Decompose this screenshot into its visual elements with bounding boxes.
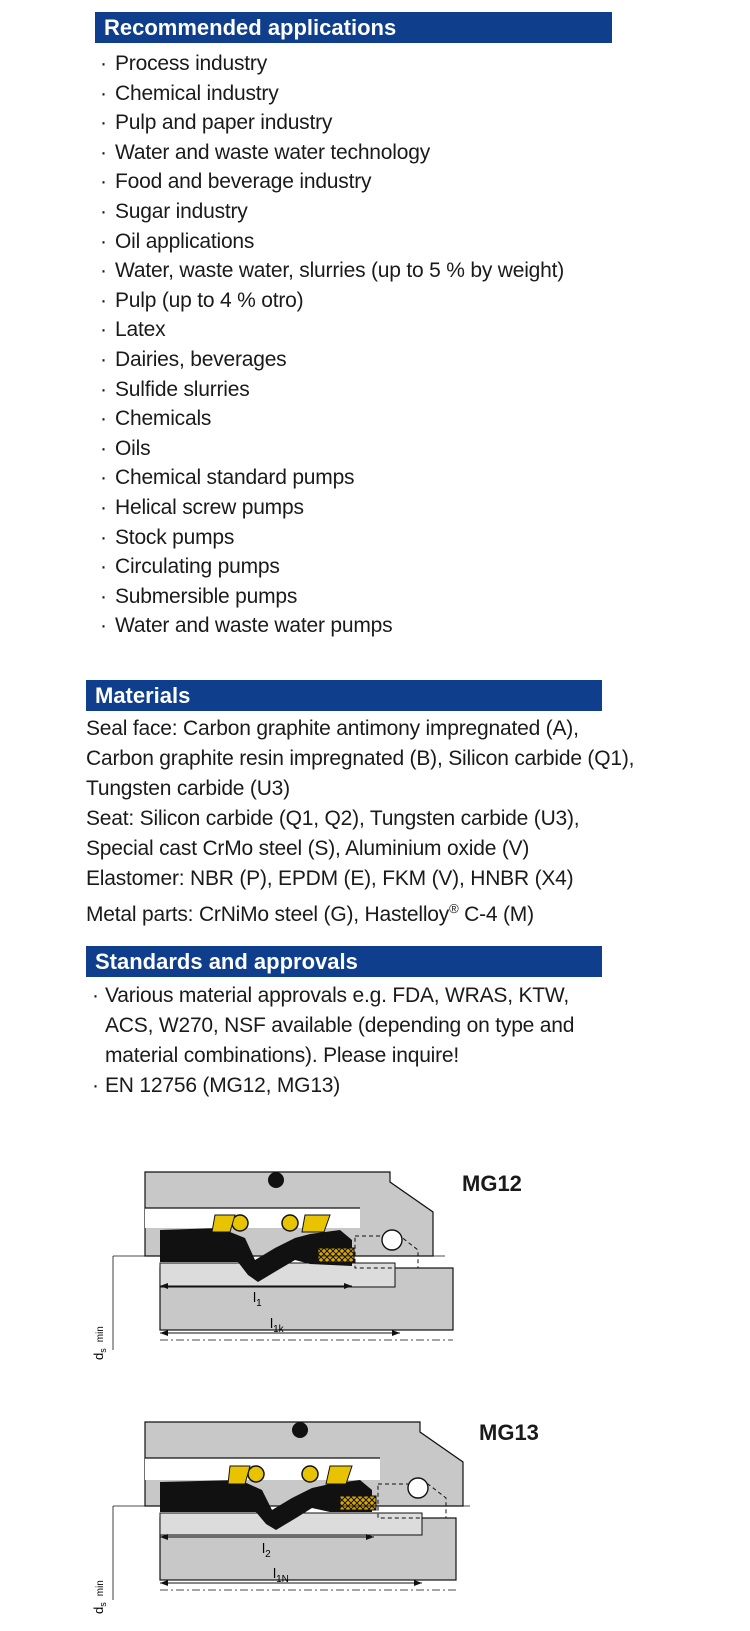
- list-item: · Water and waste water technology: [100, 140, 430, 164]
- list-item: · Latex: [100, 318, 166, 342]
- list-item: · Water, waste water, slurries (up to 5 % by weight): [100, 259, 565, 283]
- list-item: · Submersible pumps: [100, 584, 298, 608]
- list-item: · EN 12756 (MG12, MG13): [92, 1074, 341, 1097]
- mg13-drawing: [91, 1422, 470, 1614]
- list-item: · Water and waste water pumps: [100, 614, 393, 638]
- mg13-dim-l2: $l_2$: [262, 1540, 271, 1560]
- list-item: · Pulp (up to 4 % otro): [100, 288, 304, 312]
- mg12-drawing: [91, 1172, 453, 1360]
- list-item: · Food and beverage industry: [100, 170, 372, 194]
- registered-mark: ®: [449, 901, 459, 916]
- list-item: · Process industry: [100, 52, 268, 75]
- materials-header: Materials: [86, 680, 602, 711]
- materials-line: Carbon graphite resin impregnated (B), Silicon carbide (Q1),: [86, 747, 635, 770]
- list-item: · Sulfide slurries: [100, 377, 250, 401]
- list-item: · Various material approvals e.g. FDA, WRAS, KTW, ACS, W270, NSF available (depending on type and material combinations). Please inquire!: [92, 984, 575, 1067]
- recommended-applications-header: Recommended applications: [95, 12, 612, 43]
- mg13-spring: [248, 1466, 264, 1482]
- list-item: · Chemical industry: [100, 81, 279, 105]
- list-item: · Circulating pumps: [100, 555, 280, 579]
- list-item: · Chemical standard pumps: [100, 466, 355, 490]
- mg13-spring: [302, 1466, 318, 1482]
- mg13-label: MG13: [479, 1420, 539, 1445]
- mg12-spring: [282, 1215, 298, 1231]
- list-item: · Oils: [100, 436, 151, 460]
- list-item: · Oil applications: [100, 229, 255, 253]
- list-item: · Dairies, beverages: [100, 347, 287, 371]
- list-item: · Sugar industry: [100, 199, 248, 223]
- mg12-oring: [382, 1230, 402, 1250]
- mg13-dim-l1n: $l_{1N}$: [273, 1565, 289, 1585]
- materials-line: Metal parts: CrNiMo steel (G), Hastelloy® C-4 (M): [86, 901, 534, 926]
- list-item: · Chemicals: [100, 407, 212, 431]
- mg13-oring-top: [292, 1422, 308, 1438]
- mg12-shaft-dia: $d_s^{min}$: [91, 1326, 108, 1360]
- standards-header: Standards and approvals: [86, 946, 602, 977]
- materials-line: Elastomer: NBR (P), EPDM (E), FKM (V), HNBR (X4): [86, 867, 574, 890]
- materials-line: Seat: Silicon carbide (Q1, Q2), Tungsten carbide (U3),: [86, 807, 580, 830]
- materials-line: Seal face: Carbon graphite antimony impregnated (A),: [86, 717, 579, 740]
- mg13-shaft-dia: $d_s^{min}$: [91, 1580, 108, 1614]
- mg12-dim-l1: $l_1$: [253, 1289, 262, 1309]
- materials-line: Special cast CrMo steel (S), Aluminium oxide (V): [86, 837, 530, 860]
- mg12-seal-face: [318, 1248, 354, 1262]
- list-item: · Stock pumps: [100, 525, 235, 549]
- mg13-seal-face: [340, 1496, 376, 1510]
- list-item: · Pulp and paper industry: [100, 111, 333, 135]
- mg12-label: MG12: [462, 1171, 522, 1196]
- mg12-dim-l1k: $l_{1k}$: [270, 1315, 284, 1335]
- mg12-oring-top: [268, 1172, 284, 1188]
- materials-line: Tungsten carbide (U3): [86, 777, 290, 800]
- mg13-oring: [408, 1478, 428, 1498]
- list-item: · Helical screw pumps: [100, 495, 304, 519]
